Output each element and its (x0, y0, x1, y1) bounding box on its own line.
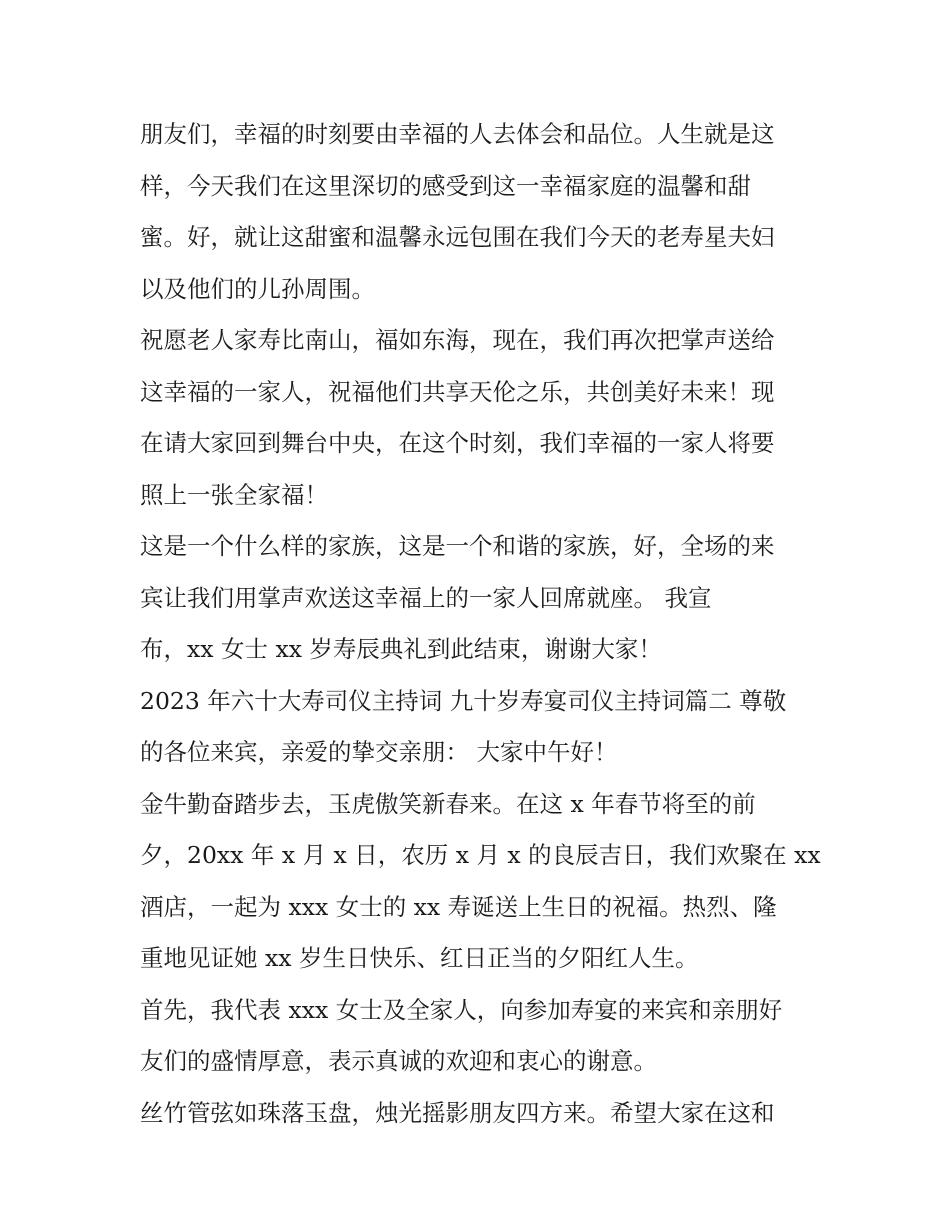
text-line: 2023 年六十大寿司仪主持词 九十岁寿宴司仪主持词篇二 尊敬 (140, 686, 787, 715)
document-body (140, 109, 830, 1139)
text-line: 的各位来宾，亲爱的挚交亲朋： 大家中午好！ (140, 738, 618, 766)
text-line: 样，今天我们在这里深切的感受到这一幸福家庭的温馨和甜 (140, 171, 751, 200)
text-line: 这是一个什么样的家族，这是一个和谐的家族，好，全场的来 (140, 532, 775, 560)
text-line: 朋友们，幸福的时刻要由幸福的人去体会和品位。人生就是这 (140, 120, 775, 148)
text-line: 宾让我们用掌声欢送这幸福上的一家人回席就座。 我宣 (140, 583, 712, 612)
text-line: 以及他们的儿孙周围。 (140, 274, 375, 303)
text-line: 首先，我代表 xxx 女士及全家人，向参加寿宴的来宾和亲朋好 (140, 995, 783, 1024)
text-line: 酒店，一起为 xxx 女士的 xx 寿诞送上生日的祝福。热烈、隆 (140, 892, 777, 921)
text-line: 蜜。好，就让这甜蜜和温馨永远包围在我们今天的老寿星夫妇 (140, 223, 775, 251)
text-line: 重地见证她 xx 岁生日快乐、红日正当的夕阳红人生。 (140, 944, 699, 972)
text-line: 夕，20xx 年 x 月 x 日，农历 x 月 x 的良辰吉日，我们欢聚在 xx (140, 841, 821, 869)
text-line: 布，xx 女士 xx 岁寿辰典礼到此结束，谢谢大家！ (140, 635, 662, 663)
text-line: 友们的盛情厚意，表示真诚的欢迎和衷心的谢意。 (140, 1047, 657, 1075)
text-line: 这幸福的一家人，祝福他们共享天伦之乐，共创美好未来！现 (140, 377, 775, 406)
text-line: 照上一张全家福！ (140, 480, 328, 509)
text-line: 祝愿老人家寿比南山，福如东海，现在，我们再次把掌声送给 (140, 326, 775, 354)
text-line: 金牛勤奋踏步去，玉虎傲笑新春来。在这 x 年春节将至的前 (140, 789, 756, 818)
text-line: 丝竹管弦如珠落玉盘，烛光摇影朋友四方来。希望大家在这和 (140, 1098, 775, 1127)
text-line: 在请大家回到舞台中央，在这个时刻，我们幸福的一家人将要 (140, 429, 775, 457)
